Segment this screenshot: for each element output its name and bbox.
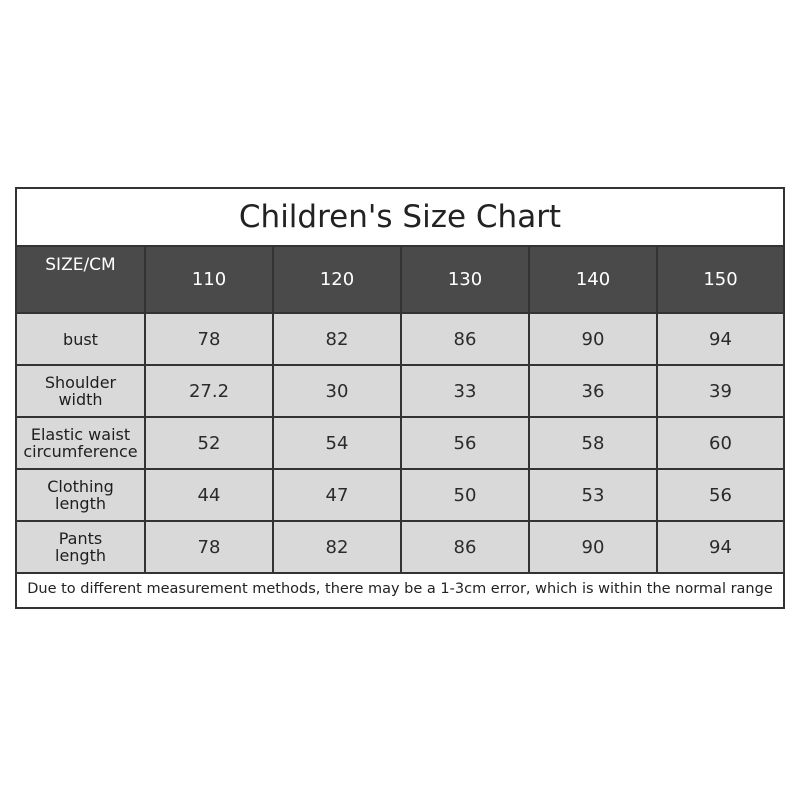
table-row	[17, 313, 783, 365]
table-cell: 90	[529, 521, 657, 573]
table-row	[17, 417, 783, 469]
size-table	[17, 247, 783, 574]
row-label-line: Shoulder	[44, 373, 117, 392]
table-cell: 33	[401, 365, 529, 417]
row-label-line: circumference	[23, 442, 138, 461]
table-row	[17, 365, 783, 417]
table-cell: 44	[145, 469, 273, 521]
table-cell: 54	[273, 417, 401, 469]
row-label	[17, 417, 145, 469]
size-chart	[15, 187, 785, 609]
table-cell: 39	[657, 365, 783, 417]
table-cell: 82	[273, 521, 401, 573]
row-label	[17, 469, 145, 521]
table-cell: 27.2	[145, 365, 273, 417]
table-cell: 60	[657, 417, 783, 469]
table-cell: 78	[145, 313, 273, 365]
table-header-row	[17, 247, 783, 313]
row-label-line: Pants	[58, 529, 103, 548]
table-cell: 94	[657, 313, 783, 365]
row-label	[17, 521, 145, 573]
size-header: 150	[657, 247, 783, 313]
table-cell: 90	[529, 313, 657, 365]
size-header: 120	[273, 247, 401, 313]
row-label-line: length	[55, 546, 106, 565]
table-cell: 86	[401, 521, 529, 573]
table-cell: 82	[273, 313, 401, 365]
row-label-line: Elastic waist	[30, 425, 131, 444]
table-cell: 86	[401, 313, 529, 365]
table-cell: 94	[657, 521, 783, 573]
measurement-note: Due to different measurement methods, there may be a 1-3cm error, which is within the normal range	[27, 580, 773, 597]
table-cell: 50	[401, 469, 529, 521]
table-cell: 47	[273, 469, 401, 521]
size-header: 130	[401, 247, 529, 313]
table-cell: 30	[273, 365, 401, 417]
row-label	[17, 313, 145, 365]
row-label-line: Clothing	[47, 477, 114, 496]
row-label	[17, 365, 145, 417]
table-row	[17, 521, 783, 573]
corner-header: SIZE/CM	[17, 247, 145, 313]
table-cell: 52	[145, 417, 273, 469]
table-cell: 56	[401, 417, 529, 469]
table-row	[17, 469, 783, 521]
chart-title: Children's Size Chart	[17, 189, 783, 247]
row-label-line: bust	[63, 329, 98, 349]
table-cell: 36	[529, 365, 657, 417]
row-label-line: width	[58, 390, 103, 409]
table-cell: 78	[145, 521, 273, 573]
table-cell: 53	[529, 469, 657, 521]
size-header: 140	[529, 247, 657, 313]
row-label-line: length	[55, 494, 106, 513]
table-cell: 58	[529, 417, 657, 469]
size-header: 110	[145, 247, 273, 313]
table-cell: 56	[657, 469, 783, 521]
